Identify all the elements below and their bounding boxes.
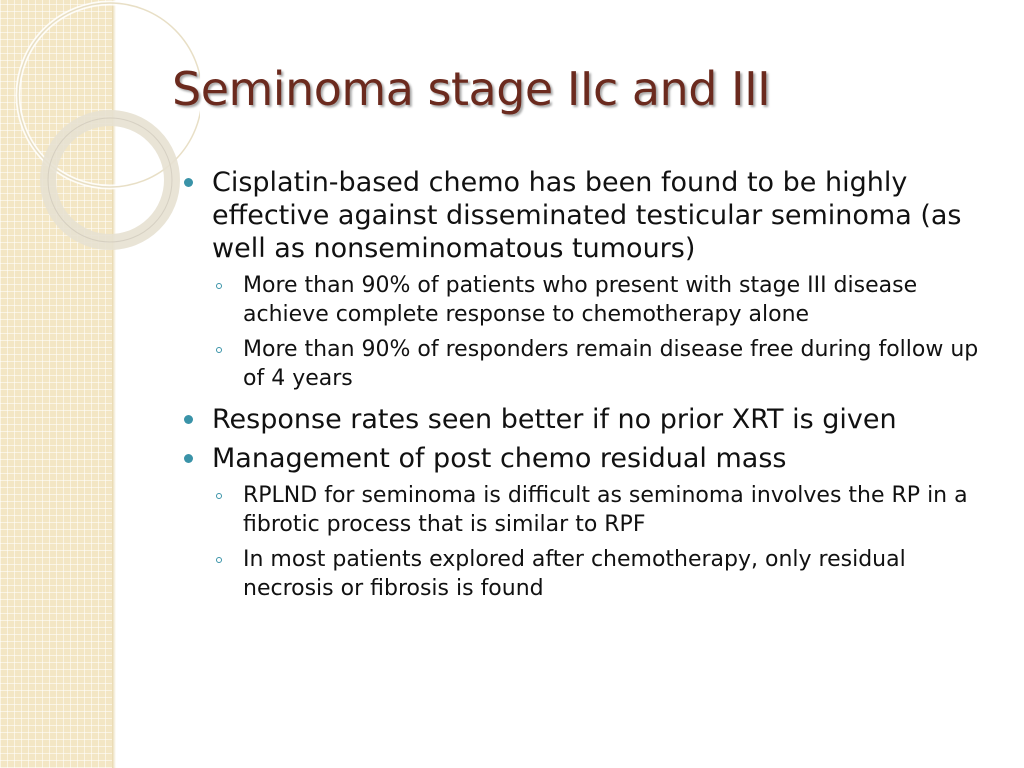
bullet-item: [180, 442, 1000, 475]
sub-bullet-item: [180, 271, 1000, 329]
bullet-dot-icon: [184, 454, 193, 463]
sub-bullet-ring-icon: [216, 493, 222, 499]
decorative-circles-icon: [0, 0, 200, 300]
bullet-item: [180, 403, 1000, 436]
sub-bullet-text: RPLND for seminoma is difficult as seminoma involves the RP in a fibrotic process that is similar to RPF: [243, 483, 968, 537]
bullet-dot-icon: [184, 415, 193, 424]
sub-bullet-ring-icon: [216, 557, 222, 563]
sub-bullet-text: In most patients explored after chemotherapy, only residual necrosis or fibrosis is found: [243, 547, 906, 601]
bullet-dot-icon: [184, 178, 193, 187]
sub-bullet-item: [180, 545, 1000, 603]
sub-bullet-item: [180, 481, 1000, 539]
bullet-text: Management of post chemo residual mass: [212, 443, 787, 474]
sub-bullet-text: More than 90% of patients who present with stage III disease achieve complete response to chemotherapy alone: [243, 273, 918, 327]
bullet-item: [180, 166, 1000, 265]
bullet-text: Response rates seen better if no prior XRT is given: [212, 404, 897, 435]
sub-bullet-ring-icon: [216, 347, 222, 353]
slide-title: Seminoma stage IIc and III: [172, 62, 771, 116]
bullet-text: Cisplatin-based chemo has been found to be highly effective against disseminated testicular seminoma (as well as nonseminomatous tumours): [212, 167, 962, 264]
bullet-list: [180, 166, 1000, 609]
sub-bullet-ring-icon: [216, 283, 222, 289]
sub-bullet-text: More than 90% of responders remain disease free during follow up of 4 years: [243, 337, 979, 391]
sub-bullet-item: [180, 335, 1000, 393]
